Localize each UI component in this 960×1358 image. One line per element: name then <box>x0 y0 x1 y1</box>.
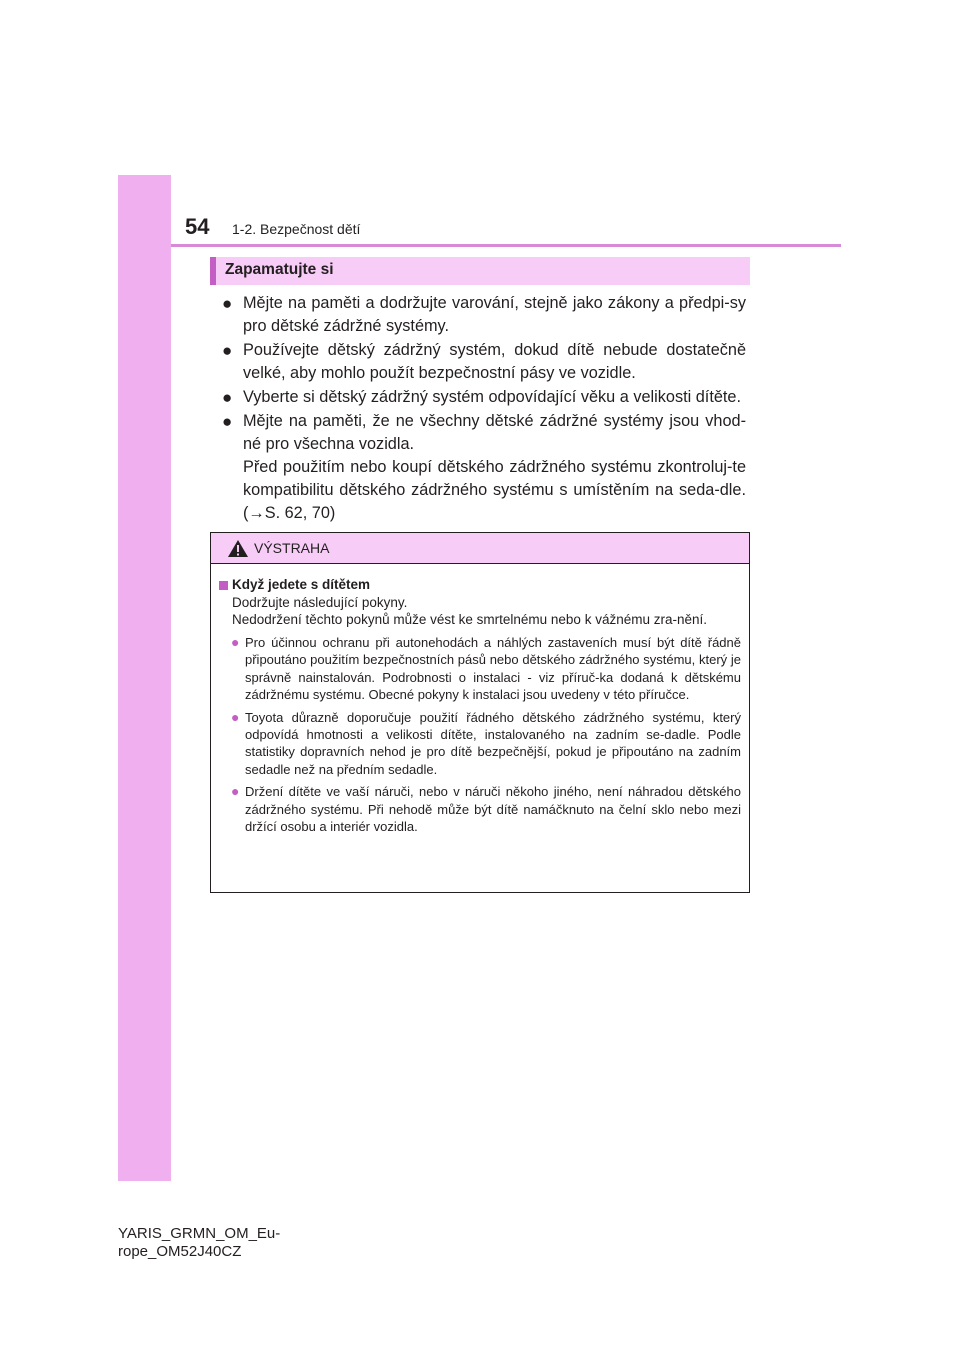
list-item: ● Mějte na paměti, že ne všechny dětské zádržné systémy jsou vhod-né pro všechna vozidla. Před použitím nebo koupí dětského zádržného systému zkontroluj-te kompatibilitu dětského zádržného systému s umístěním na seda-dle. (→S. 62, 70) <box>222 412 746 522</box>
list-item: ● Používejte dětský zádržný systém, dokud dítě nebude dostatečně velké, aby mohlo použít bezpečnostní pásy ve vozidle. <box>222 341 746 382</box>
square-bullet-icon <box>219 581 228 590</box>
bullet-icon: ● <box>222 341 233 360</box>
warning-header <box>211 533 749 564</box>
warning-triangle-icon <box>227 539 249 558</box>
list-item: ● Mějte na paměti a dodržujte varování, stejně jako zákony a předpi-sy pro dětské zádržné systémy. <box>222 294 746 335</box>
header-divider <box>171 244 841 247</box>
remember-heading-bar <box>210 257 750 285</box>
list-item: ● Pro účinnou ochranu při autonehodách a náhlých zastaveních musí být dítě řádně připoutáno použitím bezpečnostních pásů nebo dětského zádržného systému, který je správně nainstalován. Podrobnosti o instalaci - viz příruč-ka dodaná k dětskému zádržnému systému. Obecné pokyny k instalaci jsou uvedeny v této příručce. <box>231 634 741 703</box>
warning-label: VÝSTRAHA <box>254 540 330 556</box>
chapter-sidebar-tab <box>118 175 171 1181</box>
footer-line: rope_OM52J40CZ <box>118 1243 242 1260</box>
document-footer <box>118 1225 280 1261</box>
warning-intro: Nedodržení těchto pokynů může vést ke smrtelnému nebo k vážnému zra-nění. <box>232 612 707 627</box>
bullet-icon: ● <box>222 294 233 313</box>
bullet-icon: ● <box>222 412 233 431</box>
remember-list <box>222 292 746 525</box>
bullet-icon: ● <box>231 708 240 725</box>
section-title: 1-2. Bezpečnost dětí <box>232 221 361 237</box>
list-item: ● Toyota důrazně doporučuje použití řádného dětského zádržného systému, který odpovídá hmotnosti a velikosti dítěte, instalovaného na zadním se-dadle. Podle statistiky dopravních nehod je pro dítě bezpečnější, pokud je připoutáno na zadním sedadle než na předním sedadle. <box>231 708 741 777</box>
warning-body <box>211 564 749 835</box>
bullet-icon: ● <box>222 388 233 407</box>
warning-intro: Dodržujte následující pokyny. <box>232 595 408 610</box>
warning-box <box>210 532 750 893</box>
bullet-icon: ● <box>231 783 240 800</box>
remember-title: Zapamatujte si <box>225 261 334 278</box>
list-item: ● Vyberte si dětský zádržný systém odpovídající věku a velikosti dítěte. <box>222 388 742 407</box>
page-number: 54 <box>185 214 210 239</box>
heading-accent <box>210 257 216 285</box>
footer-line: YARIS_GRMN_OM_Eu- <box>118 1225 281 1242</box>
warning-subheading: Když jedete s dítětem <box>219 576 741 594</box>
list-item: ● Držení dítěte ve vaší náruči, nebo v náruči někoho jiného, není náhradou dětského zádržného systému. Při nehodě může být dítě namáčknuto na čelní sklo nebo mezi držící osobu a interiér vozidla. <box>231 783 741 835</box>
bullet-icon: ● <box>231 634 240 650</box>
warning-list <box>219 634 741 835</box>
